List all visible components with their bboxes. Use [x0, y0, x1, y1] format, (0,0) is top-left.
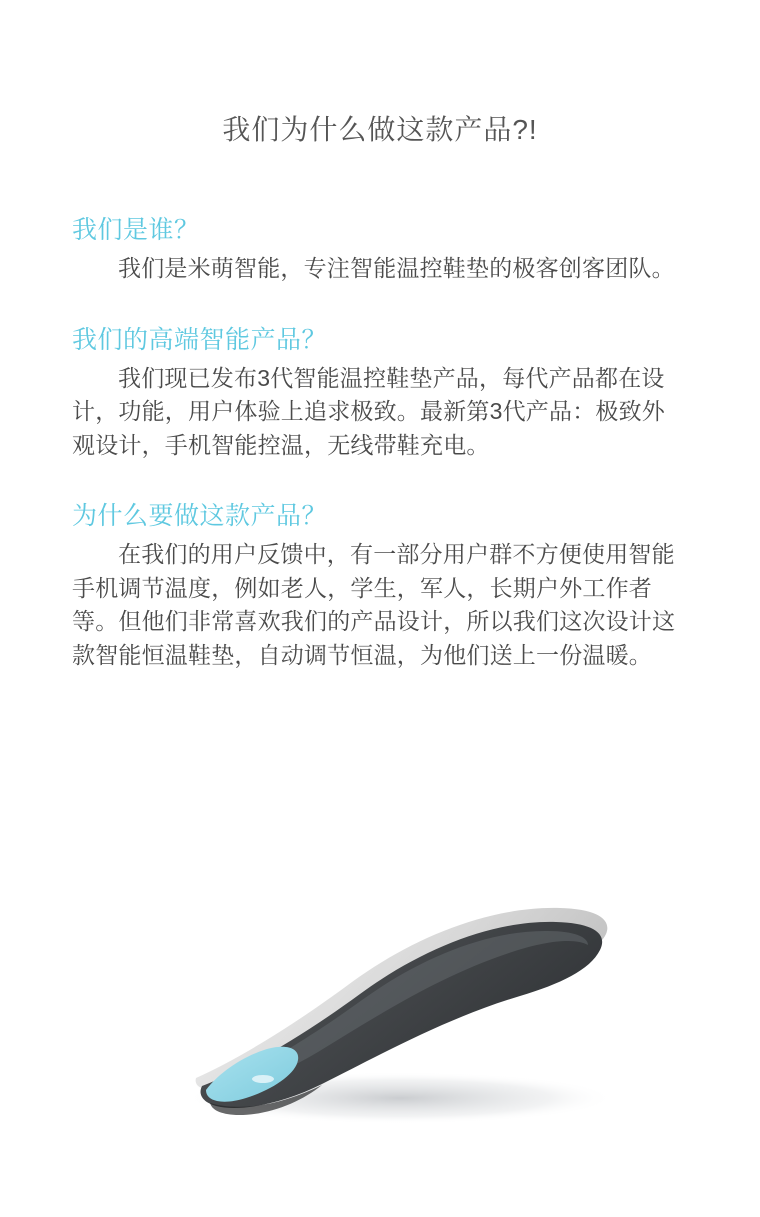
section-heading-why-this-product: 为什么要做这款产品？: [72, 502, 328, 531]
insole-illustration: [0, 860, 760, 1217]
section-who-we-are: [72, 210, 688, 286]
page-title: 我们为什么做这款产品?!: [222, 114, 538, 145]
section-body-our-products: 我们现已发布3代智能温控鞋垫产品，每代产品都在设计，功能，用户体验上追求极致。最新第3代产品：极致外观设计，手机智能控温，无线带鞋充电。: [72, 364, 665, 458]
section-heading-our-products: 我们的高端智能产品？: [72, 325, 328, 354]
section-why-this-product: [72, 496, 688, 672]
product-image: [0, 860, 760, 1217]
section-our-products: [72, 320, 688, 463]
section-body-why-this-product: 在我们的用户反馈中，有一部分用户群不方便使用智能手机调节温度，例如老人，学生，军人，长期户外工作者等。但他们非常喜欢我们的产品设计，所以我们这次设计这款智能恒温鞋垫，自动调节恒温，为他们送上一份温暖。: [72, 541, 676, 669]
section-heading-who-we-are: 我们是谁？: [72, 216, 200, 244]
content-area: [0, 210, 760, 673]
section-body-who-we-are: 我们是米萌智能，专注智能温控鞋垫的极客创客团队。: [118, 255, 675, 281]
